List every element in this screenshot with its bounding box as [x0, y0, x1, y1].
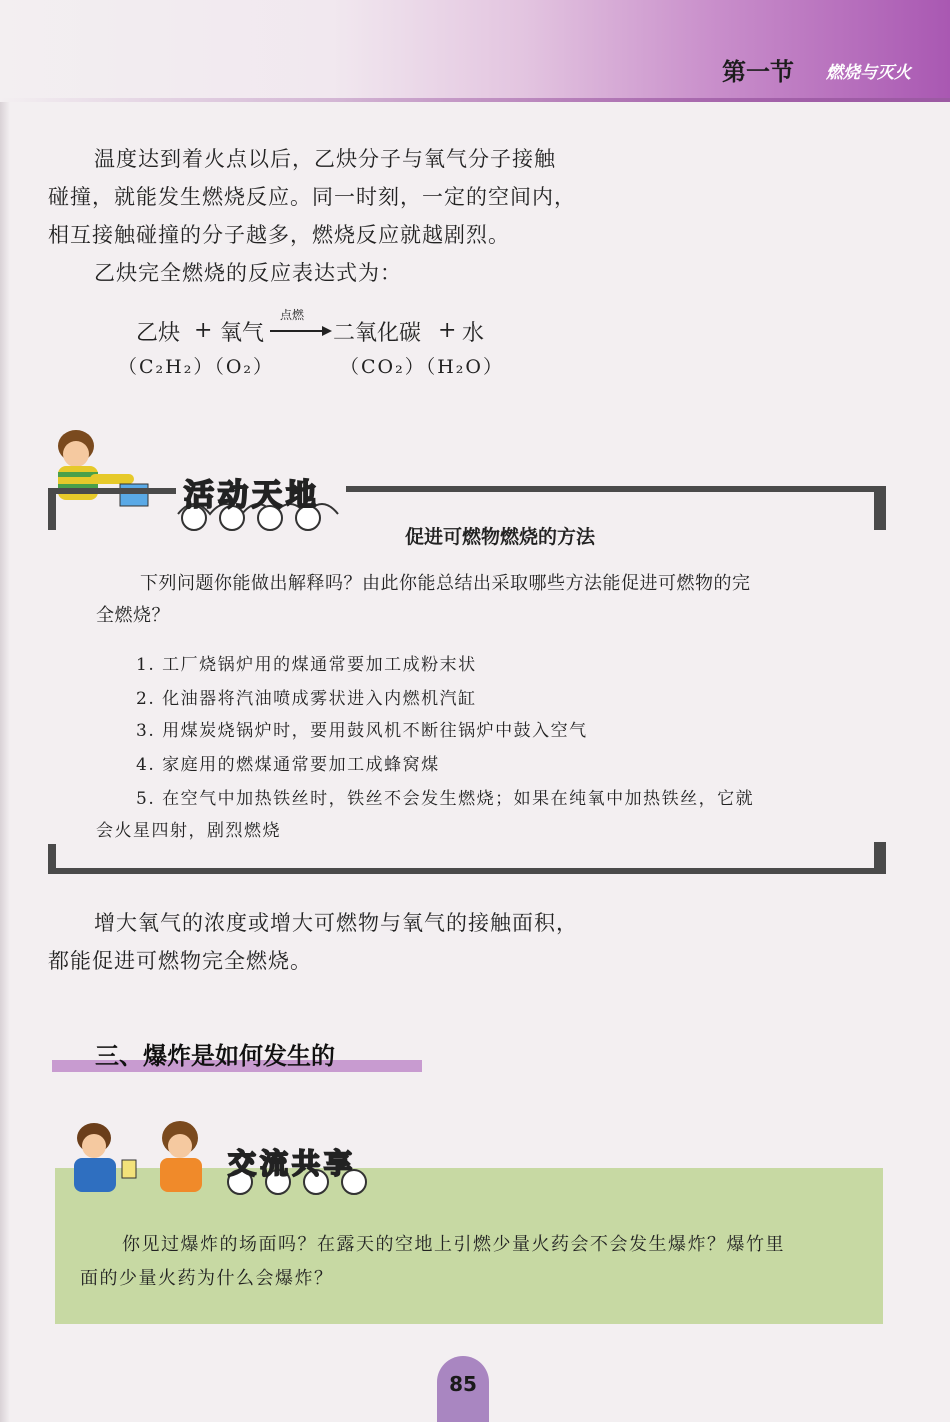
activity-title: 促进可燃物燃烧的方法	[405, 526, 596, 548]
list-item: 1. 工厂烧锅炉用的煤通常要加工成粉末状	[136, 655, 477, 675]
page-number: 85	[449, 1372, 477, 1396]
activity-box-corner	[48, 488, 56, 530]
intro-line: 碰撞，就能发生燃烧反应。同一时刻，一定的空间内，	[48, 185, 576, 209]
conclusion-line: 增大氧气的浓度或增大可燃物与氧气的接触面积，	[94, 911, 578, 935]
formula-products: （CO₂）（H₂O）	[340, 356, 504, 378]
activity-question	[96, 568, 751, 632]
list-item: 5. 在空气中加热铁丝时，铁丝不会发生燃烧；如果在纯氧中加热铁丝，它就	[136, 789, 755, 809]
boy-experiment-illustration	[46, 426, 150, 512]
conclusion-paragraph	[48, 904, 578, 980]
product-water: 水	[462, 321, 485, 346]
section-number: 第一节	[722, 58, 794, 86]
children-discussion-illustration	[60, 1116, 220, 1198]
activity-box-corner	[874, 486, 886, 530]
list-item: 2. 化油器将汽油喷成雾状进入内燃机汽缸	[136, 689, 477, 709]
reaction-condition: 点燃	[280, 308, 305, 322]
product-carbon-dioxide: 二氧化碳	[333, 321, 422, 346]
list-item: 4. 家庭用的燃煤通常要加工成蜂窝煤	[136, 755, 440, 775]
chapter-header-band	[0, 0, 950, 102]
share-question-line: 面的少量火药为什么会爆炸？	[80, 1268, 334, 1289]
reaction-arrow	[270, 330, 324, 332]
intro-line: 相互接触碰撞的分子越多，燃烧反应就越剧烈。	[48, 223, 510, 247]
intro-line: 温度达到着火点以后，乙炔分子与氧气分子接触	[94, 147, 556, 171]
page-edge	[0, 0, 10, 1422]
list-item: 会火星四射，剧烈燃烧	[96, 821, 281, 841]
plus-sign: +	[438, 318, 457, 343]
share-question-line: 你见过爆炸的场面吗？在露天的空地上引燃少量火药会不会发生爆炸？爆竹里	[122, 1234, 785, 1255]
section-heading: 三、爆炸是如何发生的	[95, 1042, 335, 1070]
intro-paragraph	[48, 140, 576, 254]
question-line: 全燃烧？	[96, 605, 170, 626]
activity-badge-label: 活动天地	[184, 478, 320, 513]
activity-box-top-rule	[346, 486, 886, 492]
activity-box-bottom-rule	[48, 868, 886, 874]
activity-box-top-rule	[50, 488, 176, 494]
arrow-head-icon	[322, 326, 332, 336]
equation-intro: 乙炔完全燃烧的反应表达式为：	[94, 261, 402, 285]
plus-sign: +	[194, 318, 213, 343]
activity-box-corner	[874, 842, 886, 874]
formula-reactants: （C₂H₂）（O₂）	[118, 356, 275, 378]
reactant-oxygen: 氧气	[220, 321, 265, 346]
reactant-acetylene: 乙炔	[136, 321, 181, 346]
list-item: 3. 用煤炭烧锅炉时，要用鼓风机不断往锅炉中鼓入空气	[136, 721, 588, 741]
section-subtitle: 燃烧与灭火	[826, 63, 911, 83]
share-badge-label: 交流共享	[228, 1147, 357, 1180]
question-line: 下列问题你能做出解释吗？由此你能总结出采取哪些方法能促进可燃物的完	[140, 573, 751, 594]
conclusion-line: 都能促进可燃物完全燃烧。	[48, 949, 312, 973]
